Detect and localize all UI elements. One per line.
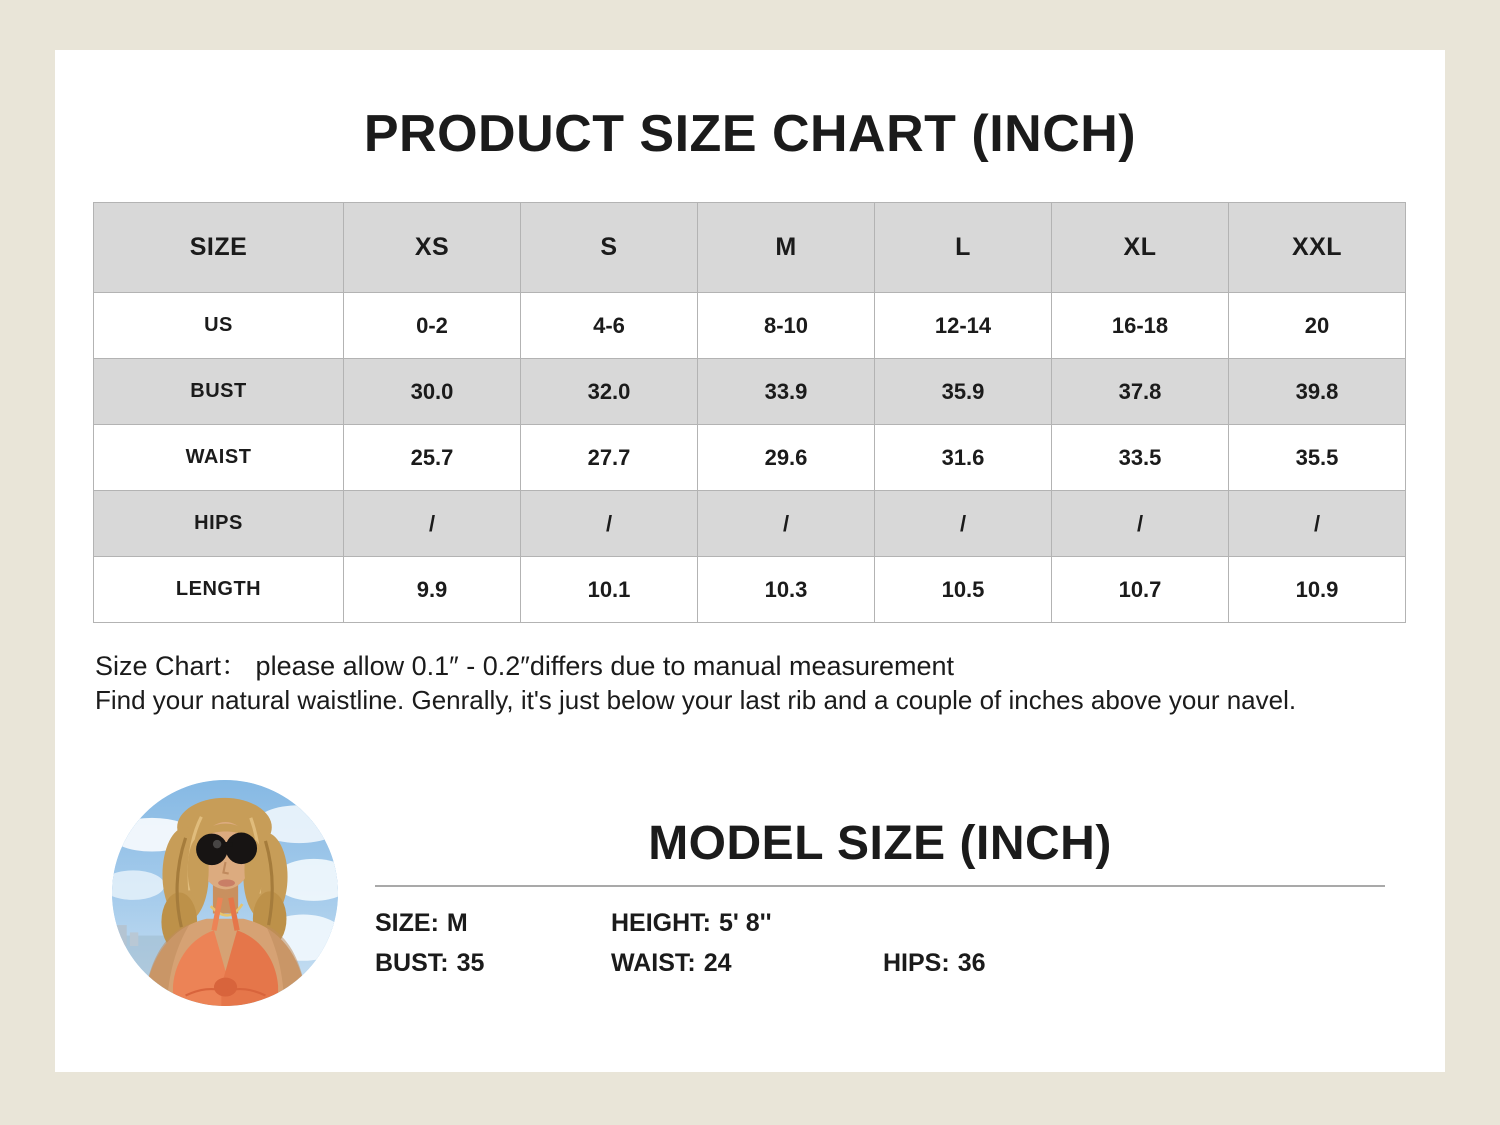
stat-value: 35 — [456, 949, 485, 977]
size-column-header: L — [875, 203, 1052, 293]
size-row-label: US — [94, 293, 344, 359]
size-column-header: XS — [344, 203, 521, 293]
size-cell: 27.7 — [521, 425, 698, 491]
stat-label: BUST: — [375, 949, 449, 977]
model-photo — [112, 780, 338, 1006]
stat-label: HIPS: — [883, 949, 950, 977]
model-size-section — [375, 780, 1385, 978]
stat-value: 24 — [703, 949, 732, 977]
stat-value: 5' 8'' — [719, 909, 772, 937]
size-cell: 30.0 — [344, 359, 521, 425]
size-cell: 10.1 — [521, 557, 698, 623]
stat-value: M — [446, 909, 468, 937]
size-row-label: LENGTH — [94, 557, 344, 623]
size-cell: 39.8 — [1229, 359, 1406, 425]
model-stat-size — [375, 909, 611, 938]
size-cell: / — [344, 491, 521, 557]
size-column-header: M — [698, 203, 875, 293]
size-chart-notes — [95, 650, 1415, 716]
product-size-chart-title: PRODUCT SIZE CHART (INCH) — [363, 105, 1137, 163]
size-column-header: XXL — [1229, 203, 1406, 293]
size-cell: 35.5 — [1229, 425, 1406, 491]
model-size-title: MODEL SIZE (INCH) — [648, 817, 1112, 870]
size-cell: 35.9 — [875, 359, 1052, 425]
note-measurement-tolerance: Size Chart： please allow 0.1″ - 0.2″differs due to manual measurement — [95, 651, 955, 681]
size-table — [93, 202, 1406, 623]
size-table-body — [94, 293, 1406, 623]
model-stat-height — [611, 909, 883, 938]
size-cell: 10.9 — [1229, 557, 1406, 623]
model-photo-illustration — [112, 780, 338, 1006]
size-cell: 20 — [1229, 293, 1406, 359]
size-cell: / — [1052, 491, 1229, 557]
size-cell: / — [521, 491, 698, 557]
size-table-row — [94, 491, 1406, 557]
size-column-header: SIZE — [94, 203, 344, 293]
model-stat-waist — [611, 949, 883, 978]
stats-spacer — [883, 909, 1385, 938]
chart-card — [55, 50, 1445, 1072]
size-column-header: XL — [1052, 203, 1229, 293]
size-cell: 33.9 — [698, 359, 875, 425]
size-table-row — [94, 557, 1406, 623]
size-cell: 16-18 — [1052, 293, 1229, 359]
city-skyline — [116, 925, 127, 946]
size-row-label: BUST — [94, 359, 344, 425]
size-table-row — [94, 293, 1406, 359]
size-cell: 4-6 — [521, 293, 698, 359]
size-cell: 31.6 — [875, 425, 1052, 491]
sunglasses — [196, 834, 228, 866]
lips — [218, 879, 235, 886]
model-section-divider — [375, 885, 1385, 887]
size-cell: 32.0 — [521, 359, 698, 425]
size-cell: 12-14 — [875, 293, 1052, 359]
model-stat-hips — [883, 949, 1385, 978]
stat-label: HEIGHT: — [611, 909, 711, 937]
stat-label: SIZE: — [375, 909, 439, 937]
size-cell: 9.9 — [344, 557, 521, 623]
size-cell: 0-2 — [344, 293, 521, 359]
size-cell: 10.7 — [1052, 557, 1229, 623]
size-table-row — [94, 359, 1406, 425]
note-natural-waistline: Find your natural waistline. Genrally, it's just below your last rib and a couple of inches above your navel. — [95, 684, 1297, 715]
size-cell: 33.5 — [1052, 425, 1229, 491]
size-column-header: S — [521, 203, 698, 293]
stat-label: WAIST: — [611, 949, 696, 977]
size-table-row — [94, 425, 1406, 491]
size-cell: / — [1229, 491, 1406, 557]
size-cell: 37.8 — [1052, 359, 1229, 425]
size-row-label: HIPS — [94, 491, 344, 557]
model-stat-bust — [375, 949, 611, 978]
size-table-header-row — [94, 203, 1406, 293]
size-cell: / — [875, 491, 1052, 557]
size-cell: / — [698, 491, 875, 557]
size-cell: 10.5 — [875, 557, 1052, 623]
size-cell: 29.6 — [698, 425, 875, 491]
model-stats — [375, 909, 1385, 978]
size-cell: 10.3 — [698, 557, 875, 623]
size-cell: 25.7 — [344, 425, 521, 491]
stat-value: 36 — [957, 949, 986, 977]
size-cell: 8-10 — [698, 293, 875, 359]
size-row-label: WAIST — [94, 425, 344, 491]
